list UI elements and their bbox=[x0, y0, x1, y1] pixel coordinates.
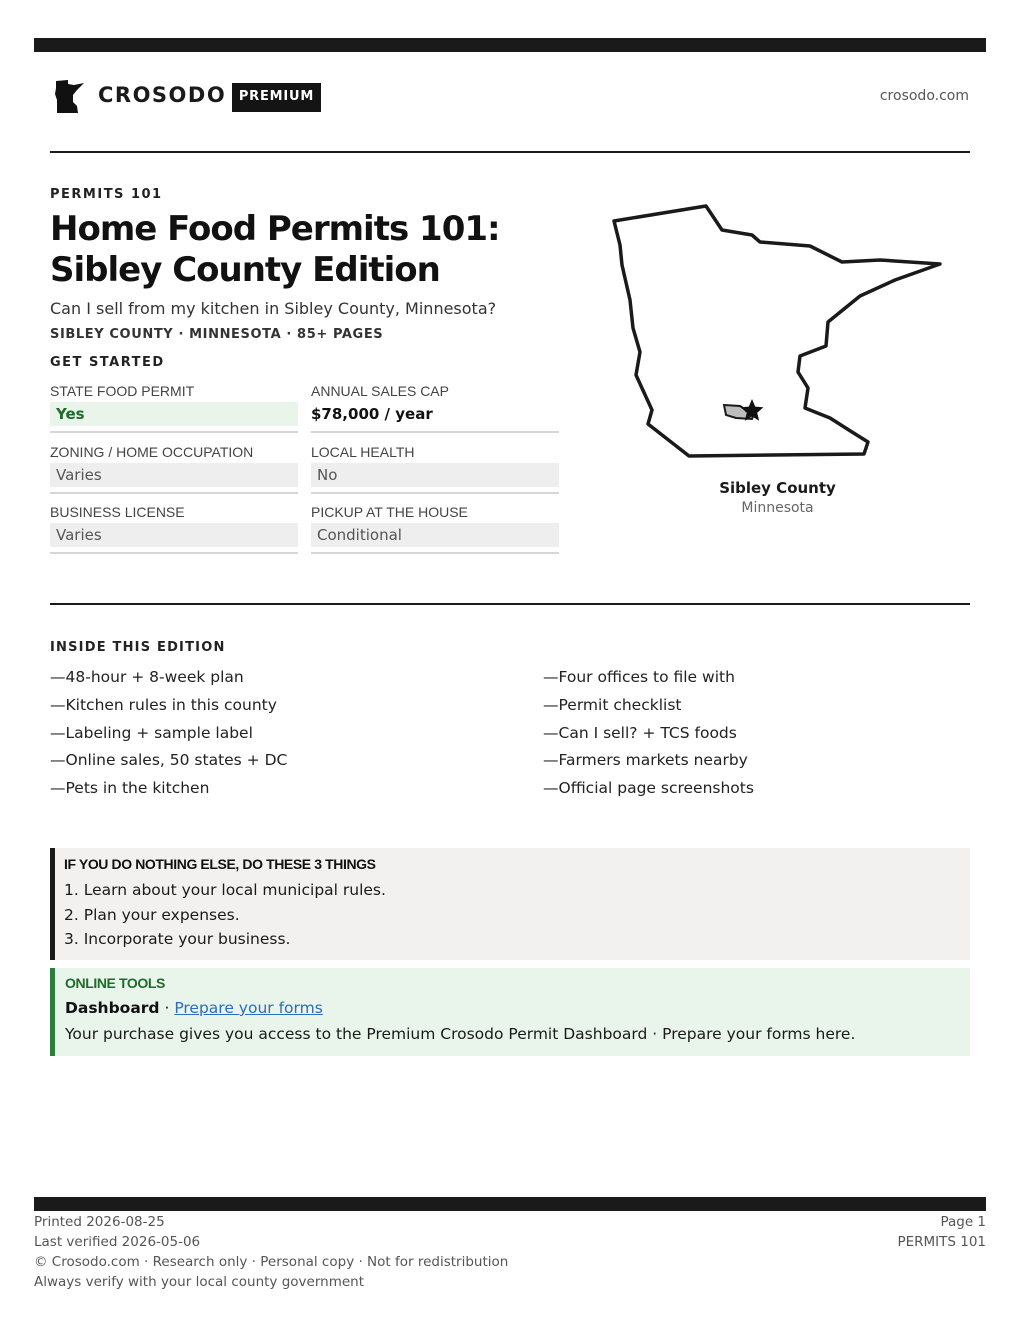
list-item: 2. Plan your expenses. bbox=[64, 905, 240, 924]
three-things-list bbox=[64, 879, 386, 953]
bottom-bar bbox=[34, 1197, 986, 1211]
toc-item: —Farmers markets nearby bbox=[543, 751, 748, 770]
dashboard-label: Dashboard bbox=[65, 999, 160, 1017]
list-item: 1. Learn about your local municipal rules. bbox=[64, 881, 386, 899]
list-item: 3. Incorporate your business. bbox=[64, 930, 291, 948]
verify-note: Always verify with your local county government bbox=[34, 1274, 364, 1290]
inside-heading: INSIDE THIS EDITION bbox=[50, 640, 226, 655]
toc-item: —48-hour + 8-week plan bbox=[50, 668, 244, 686]
toc-item: —Online sales, 50 states + DC bbox=[50, 751, 288, 770]
field-value: Varies bbox=[50, 463, 298, 487]
field-value: Varies bbox=[50, 523, 298, 547]
field-value: Yes bbox=[50, 402, 298, 426]
footer-right bbox=[897, 1212, 986, 1252]
minnesota-map bbox=[605, 198, 950, 463]
map-state-label: Minnesota bbox=[741, 500, 814, 516]
online-tools-callout bbox=[50, 968, 970, 1056]
field-business-license bbox=[50, 502, 298, 554]
footer-left bbox=[34, 1212, 508, 1292]
copyright-note: © Crosodo.com · Research only · Personal copy · Not for redistribution bbox=[34, 1254, 509, 1270]
field-divider bbox=[311, 431, 559, 433]
page-subtitle: Can I sell from my kitchen in Sibley County, Minnesota? bbox=[50, 299, 497, 318]
toc-right-list bbox=[543, 666, 754, 805]
prepare-forms-link[interactable]: Prepare your forms bbox=[174, 999, 323, 1017]
printed-date: Printed 2026-08-25 bbox=[34, 1214, 165, 1230]
state-outline bbox=[614, 206, 940, 456]
field-divider bbox=[311, 552, 559, 554]
section-kicker: PERMITS 101 bbox=[50, 187, 163, 202]
toc-item: —Permit checklist bbox=[543, 695, 682, 714]
map-county-label: Sibley County bbox=[719, 479, 836, 497]
three-things-callout bbox=[50, 848, 970, 960]
field-label: BUSINESS LICENSE bbox=[50, 504, 185, 520]
dashboard-line bbox=[65, 999, 323, 1017]
brand-name[interactable]: CROSODO bbox=[98, 83, 227, 107]
get-started-heading: GET STARTED bbox=[50, 355, 165, 370]
toc-left-list bbox=[50, 666, 287, 805]
field-divider bbox=[50, 552, 298, 554]
toc-item: —Pets in the kitchen bbox=[50, 779, 210, 798]
field-label: PICKUP AT THE HOUSE bbox=[311, 504, 468, 520]
field-zoning bbox=[50, 442, 298, 494]
separator: · bbox=[159, 999, 175, 1017]
page-title: Home Food Permits 101: Sibley County Edition bbox=[50, 209, 500, 290]
page-number: Page 1 bbox=[940, 1214, 986, 1230]
toc-item: —Official page screenshots bbox=[543, 779, 754, 798]
field-label: STATE FOOD PERMIT bbox=[50, 383, 195, 399]
field-divider bbox=[50, 492, 298, 494]
toc-item: —Labeling + sample label bbox=[50, 723, 253, 742]
header-divider bbox=[50, 151, 970, 153]
field-divider bbox=[311, 492, 559, 494]
premium-badge: PREMIUM bbox=[232, 83, 321, 112]
toc-item: —Four offices to file with bbox=[543, 668, 735, 686]
field-annual-sales-cap bbox=[311, 381, 559, 433]
minnesota-logo-icon bbox=[54, 80, 86, 114]
field-state-food-permit bbox=[50, 381, 298, 433]
section-divider bbox=[50, 603, 970, 605]
field-label: ANNUAL SALES CAP bbox=[311, 383, 449, 399]
field-label: ZONING / HOME OCCUPATION bbox=[50, 444, 254, 460]
field-pickup bbox=[311, 502, 559, 554]
callout-heading: ONLINE TOOLS bbox=[65, 975, 165, 991]
tools-description: Your purchase gives you access to the Premium Crosodo Permit Dashboard · Prepare your forms here. bbox=[65, 1025, 856, 1043]
toc-item: —Kitchen rules in this county bbox=[50, 695, 277, 714]
field-value: $78,000 / year bbox=[311, 405, 433, 423]
footer-section: PERMITS 101 bbox=[897, 1234, 986, 1250]
field-value: Conditional bbox=[311, 523, 559, 547]
edition-meta: SIBLEY COUNTY · MINNESOTA · 85+ PAGES bbox=[50, 327, 384, 342]
field-value: No bbox=[311, 463, 559, 487]
verified-date: Last verified 2026-05-06 bbox=[34, 1234, 201, 1250]
toc-item: —Can I sell? + TCS foods bbox=[543, 723, 737, 742]
field-local-health bbox=[311, 442, 559, 494]
field-label: LOCAL HEALTH bbox=[311, 444, 415, 460]
site-url[interactable]: crosodo.com bbox=[879, 88, 969, 104]
top-bar bbox=[34, 38, 986, 52]
field-divider bbox=[50, 431, 298, 433]
callout-heading: IF YOU DO NOTHING ELSE, DO THESE 3 THINGS bbox=[64, 856, 376, 872]
